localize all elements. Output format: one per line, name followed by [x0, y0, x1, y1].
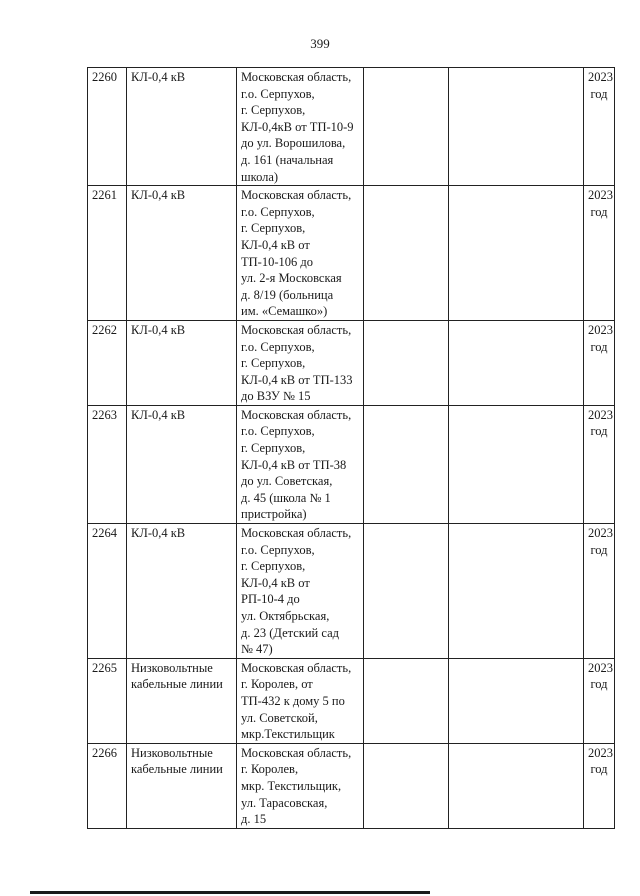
year-cell-line: год — [590, 542, 608, 557]
location-cell-line: ТП-10-106 до — [241, 254, 313, 269]
empty-cell — [364, 658, 449, 743]
object-type-cell-line: кабельные линии — [131, 677, 223, 692]
table-row — [88, 743, 615, 828]
location-cell-line: г. Серпухов, — [241, 441, 306, 456]
location-cell-line: г. Королев, — [241, 762, 299, 777]
object-type-cell-line: кабельные линии — [131, 762, 223, 777]
location-cell-line: г. Серпухов, — [241, 103, 306, 118]
location-cell — [237, 743, 364, 828]
location-cell-line: д. 15 — [241, 812, 267, 827]
location-cell-line: № 47) — [241, 642, 273, 657]
row-number-cell: 2262 — [88, 320, 127, 405]
location-cell-line: Московская область, — [241, 526, 352, 541]
object-type-cell-line: КЛ-0,4 кВ — [131, 407, 186, 422]
table-row — [88, 405, 615, 523]
empty-cell — [364, 524, 449, 659]
empty-cell — [364, 743, 449, 828]
year-cell-line: год — [590, 424, 608, 439]
year-cell-line: 2023 — [588, 70, 613, 84]
year-cell-line: 2023 — [588, 322, 613, 337]
object-type-cell — [127, 320, 237, 405]
empty-cell — [449, 320, 584, 405]
table-row — [88, 658, 615, 743]
object-type-cell-line: КЛ-0,4 кВ — [131, 70, 186, 84]
location-cell-line: д. 8/19 (больница — [241, 287, 334, 302]
location-cell — [237, 658, 364, 743]
location-cell-line: Московская область, — [241, 188, 352, 203]
year-cell — [584, 186, 615, 321]
object-type-cell — [127, 405, 237, 523]
location-cell-line: г. Королев, от — [241, 677, 313, 692]
year-cell — [584, 405, 615, 523]
row-number-cell: 2263 — [88, 405, 127, 523]
location-cell — [237, 68, 364, 186]
year-cell-line: 2023 — [588, 745, 613, 760]
year-cell-line: 2023 — [588, 407, 613, 422]
location-cell-line: пристройка) — [241, 507, 307, 522]
table-row — [88, 186, 615, 321]
location-cell — [237, 405, 364, 523]
year-cell-line: 2023 — [588, 526, 613, 541]
location-cell-line: Московская область, — [241, 745, 352, 760]
object-type-cell — [127, 524, 237, 659]
scan-edge-line — [30, 891, 430, 894]
location-cell-line: Московская область, — [241, 322, 352, 337]
empty-cell — [449, 405, 584, 523]
location-cell — [237, 186, 364, 321]
location-cell-line: г.о. Серпухов, — [241, 86, 315, 101]
empty-cell — [449, 524, 584, 659]
location-cell-line: г.о. Серпухов, — [241, 204, 315, 219]
year-cell — [584, 68, 615, 186]
object-type-cell — [127, 186, 237, 321]
location-cell-line: КЛ-0,4 кВ от — [241, 237, 310, 252]
empty-cell — [449, 186, 584, 321]
location-cell — [237, 320, 364, 405]
empty-cell — [449, 68, 584, 186]
object-type-cell-line: Низковольтные — [131, 745, 213, 760]
row-number-cell: 2261 — [88, 186, 127, 321]
empty-cell — [364, 186, 449, 321]
year-cell-line: год — [590, 204, 608, 219]
table-row — [88, 320, 615, 405]
empty-cell — [449, 743, 584, 828]
year-cell — [584, 658, 615, 743]
location-cell-line: Московская область, — [241, 70, 352, 84]
object-type-cell-line: КЛ-0,4 кВ — [131, 188, 186, 203]
location-cell-line: д. 45 (школа № 1 — [241, 490, 331, 505]
location-cell-line: до ВЗУ № 15 — [241, 389, 311, 404]
location-cell-line: мкр. Текстильщик, — [241, 778, 342, 793]
location-cell-line: ул. 2-я Московская — [241, 271, 342, 286]
empty-cell — [364, 68, 449, 186]
page-number: 399 — [310, 36, 330, 51]
location-cell-line: ул. Тарасовская, — [241, 795, 328, 810]
location-cell-line: до ул. Ворошилова, — [241, 136, 346, 151]
empty-cell — [449, 658, 584, 743]
location-cell-line: г. Серпухов, — [241, 356, 306, 371]
location-cell-line: мкр.Текстильщик — [241, 727, 335, 742]
year-cell-line: год — [590, 339, 608, 354]
location-cell-line: КЛ-0,4кВ от ТП-10-9 — [241, 119, 354, 134]
year-cell-line: год — [590, 677, 608, 692]
object-type-cell — [127, 658, 237, 743]
location-cell-line: им. «Семашко») — [241, 304, 328, 319]
table-row — [88, 524, 615, 659]
location-cell-line: д. 23 (Детский сад — [241, 625, 339, 640]
location-cell-line: ул. Советской, — [241, 710, 318, 725]
object-type-cell-line: КЛ-0,4 кВ — [131, 526, 186, 541]
row-number-cell: 2265 — [88, 658, 127, 743]
location-cell-line: Московская область, — [241, 660, 352, 675]
location-cell-line: КЛ-0,4 кВ от — [241, 575, 310, 590]
location-cell-line: д. 161 (начальная — [241, 152, 334, 167]
registry-table — [87, 67, 615, 829]
location-cell-line: г.о. Серпухов, — [241, 424, 315, 439]
location-cell-line: г. Серпухов, — [241, 559, 306, 574]
year-cell-line: 2023 — [588, 660, 613, 675]
year-cell-line: 2023 — [588, 188, 613, 203]
row-number-cell: 2260 — [88, 68, 127, 186]
empty-cell — [364, 320, 449, 405]
location-cell-line: КЛ-0,4 кВ от ТП-38 — [241, 457, 347, 472]
table-row — [88, 68, 615, 186]
location-cell-line: г.о. Серпухов, — [241, 339, 315, 354]
year-cell-line: год — [590, 86, 608, 101]
row-number-cell: 2266 — [88, 743, 127, 828]
year-cell — [584, 524, 615, 659]
location-cell-line: до ул. Советская, — [241, 474, 333, 489]
location-cell-line: ул. Октябрьская, — [241, 609, 330, 623]
object-type-cell-line: Низковольтные — [131, 660, 213, 675]
object-type-cell-line: КЛ-0,4 кВ — [131, 322, 186, 337]
location-cell-line: КЛ-0,4 кВ от ТП-133 — [241, 372, 353, 387]
object-type-cell — [127, 68, 237, 186]
location-cell-line: г.о. Серпухов, — [241, 542, 315, 557]
location-cell-line: ТП-432 к дому 5 по — [241, 693, 345, 708]
location-cell-line: Московская область, — [241, 407, 352, 422]
location-cell-line: г. Серпухов, — [241, 221, 306, 236]
empty-cell — [364, 405, 449, 523]
location-cell-line: школа) — [241, 169, 279, 184]
row-number-cell: 2264 — [88, 524, 127, 659]
year-cell — [584, 320, 615, 405]
location-cell — [237, 524, 364, 659]
year-cell — [584, 743, 615, 828]
year-cell-line: год — [590, 762, 608, 777]
location-cell-line: РП-10-4 до — [241, 592, 300, 607]
object-type-cell — [127, 743, 237, 828]
